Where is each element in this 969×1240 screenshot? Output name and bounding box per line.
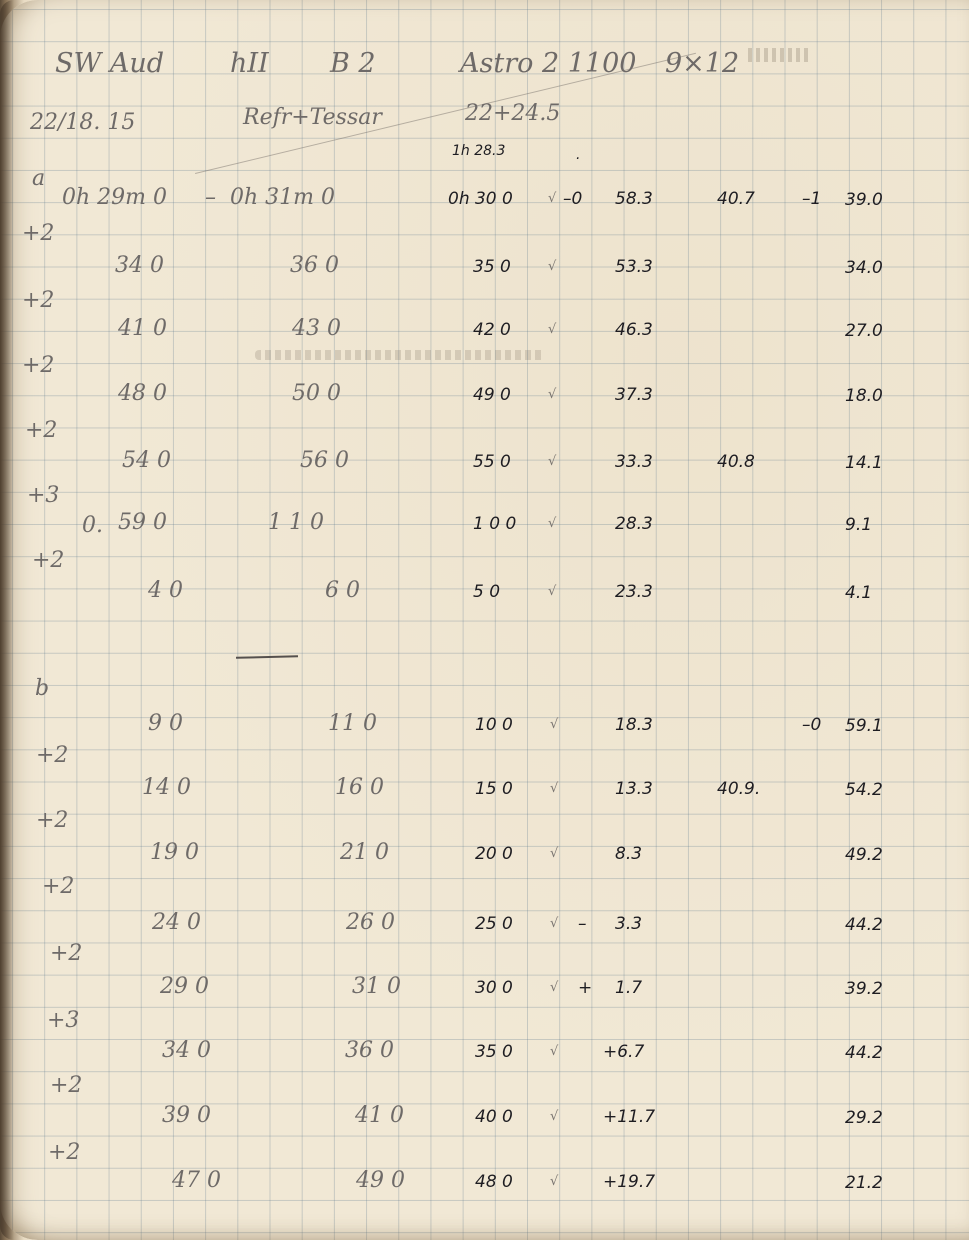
start-time: 48 0	[118, 381, 167, 406]
value: +6.7	[603, 1042, 645, 1062]
header-date: 22/18. 15	[30, 110, 136, 135]
increment: +2	[50, 1073, 83, 1098]
end-time: 41 0	[355, 1103, 404, 1128]
residual-prefix: –1	[802, 189, 822, 209]
end-time: 0h 31m 0	[230, 185, 336, 210]
end-time: 11 0	[328, 711, 377, 736]
value: +11.7	[603, 1107, 656, 1127]
show-through-marks	[748, 48, 808, 62]
increment: +3	[27, 483, 60, 508]
mid-time: 1 0 0	[473, 514, 517, 534]
check-mark: √	[548, 259, 557, 274]
mid-time: 25 0	[475, 914, 513, 934]
increment: +2	[22, 288, 55, 313]
end-time: 50 0	[292, 381, 341, 406]
value: 3.3	[615, 914, 643, 934]
value: 13.3	[615, 779, 653, 799]
range-dash: –	[205, 185, 216, 210]
end-time: 31 0	[352, 974, 401, 999]
start-time: 34 0	[162, 1038, 211, 1063]
check-mark: √	[548, 584, 557, 599]
start-time: 0h 29m 0	[62, 185, 168, 210]
value: 58.3	[615, 189, 653, 209]
residual-prefix: –0	[802, 715, 822, 735]
value: 37.3	[615, 385, 653, 405]
check-mark: √	[548, 322, 557, 337]
check-mark: √	[550, 1174, 559, 1189]
header-dot: .	[576, 147, 581, 163]
mid-time: 49 0	[473, 385, 511, 405]
start-time: 41 0	[118, 316, 167, 341]
check-mark: √	[550, 916, 559, 931]
residual: 14.1	[845, 453, 883, 473]
value: 46.3	[615, 320, 653, 340]
check-mark: √	[550, 717, 559, 732]
residual: 9.1	[845, 515, 873, 535]
residual: 4.1	[845, 583, 873, 603]
increment: +2	[32, 548, 65, 573]
end-time: 6 0	[325, 578, 360, 603]
value: 28.3	[615, 514, 653, 534]
header-plates: 22+24.5	[465, 101, 561, 126]
start-time: 19 0	[150, 840, 199, 865]
residual: 27.0	[845, 321, 883, 341]
end-time: 56 0	[300, 448, 349, 473]
start-time: 4 0	[148, 578, 183, 603]
start-time: 39 0	[162, 1103, 211, 1128]
residual: 21.2	[845, 1173, 883, 1193]
header-field: B 2	[330, 48, 376, 79]
check-mark: √	[548, 516, 557, 531]
value: 8.3	[615, 844, 643, 864]
mid-time: 15 0	[475, 779, 513, 799]
header-code: hII	[230, 48, 269, 79]
start-time: 59 0	[118, 510, 167, 535]
increment: +2	[36, 743, 69, 768]
header-plate-size: 9×12	[665, 48, 740, 79]
sign: –0	[563, 189, 583, 209]
check-mark: √	[550, 980, 559, 995]
check-mark: √	[550, 1044, 559, 1059]
end-time: 1 1 0	[268, 510, 324, 535]
mid-time: 10 0	[475, 715, 513, 735]
increment: +2	[42, 874, 75, 899]
extra-value: 40.9.	[717, 779, 761, 799]
check-mark: √	[550, 846, 559, 861]
residual: 18.0	[845, 386, 883, 406]
show-through-writing	[255, 350, 545, 360]
residual: 34.0	[845, 258, 883, 278]
mid-time: 5 0	[473, 582, 501, 602]
mid-time: 0h 30 0	[448, 189, 513, 209]
start-time: 47 0	[172, 1168, 221, 1193]
residual: 44.2	[845, 915, 883, 935]
extra-value: 40.8	[717, 452, 755, 472]
value: 33.3	[615, 452, 653, 472]
check-mark: √	[548, 191, 557, 206]
value: 18.3	[615, 715, 653, 735]
binding-shadow	[0, 0, 14, 1240]
extra-value: 40.7	[717, 189, 755, 209]
residual: 59.1	[845, 716, 883, 736]
series-b-label: b	[35, 676, 50, 701]
increment: +2	[22, 221, 55, 246]
check-mark: √	[550, 781, 559, 796]
mid-time: 35 0	[475, 1042, 513, 1062]
increment: +3	[47, 1008, 80, 1033]
mid-time: 55 0	[473, 452, 511, 472]
start-time: 54 0	[122, 448, 171, 473]
increment: +2	[50, 941, 83, 966]
start-time: 9 0	[148, 711, 183, 736]
mid-time: 40 0	[475, 1107, 513, 1127]
residual: 44.2	[845, 1043, 883, 1063]
start-time: 24 0	[152, 910, 201, 935]
mid-time: 48 0	[475, 1172, 513, 1192]
residual: 39.2	[845, 979, 883, 999]
mid-time: 42 0	[473, 320, 511, 340]
residual: 29.2	[845, 1108, 883, 1128]
check-mark: √	[550, 1109, 559, 1124]
increment: +2	[22, 353, 55, 378]
check-mark: √	[548, 454, 557, 469]
increment: +2	[48, 1140, 81, 1165]
value: +19.7	[603, 1172, 656, 1192]
start-time: 29 0	[160, 974, 209, 999]
mid-time: 20 0	[475, 844, 513, 864]
sign: +	[578, 978, 593, 998]
end-time: 16 0	[335, 775, 384, 800]
row-prefix: 0.	[82, 513, 103, 538]
sign: –	[578, 914, 587, 934]
mid-time: 30 0	[475, 978, 513, 998]
increment: +2	[36, 808, 69, 833]
header-epoch: 1h 28.3	[452, 143, 506, 159]
end-time: 43 0	[292, 316, 341, 341]
mid-time: 35 0	[473, 257, 511, 277]
end-time: 26 0	[346, 910, 395, 935]
start-time: 14 0	[142, 775, 191, 800]
end-time: 36 0	[290, 253, 339, 278]
end-time: 21 0	[340, 840, 389, 865]
value: 53.3	[615, 257, 653, 277]
end-time: 49 0	[356, 1168, 405, 1193]
residual: 39.0	[845, 190, 883, 210]
value: 23.3	[615, 582, 653, 602]
increment: +2	[25, 418, 58, 443]
series-a-label: a	[32, 166, 46, 191]
header-lens: Refr+Tessar	[243, 105, 382, 130]
header-star: SW Aud	[55, 48, 165, 79]
end-time: 36 0	[345, 1038, 394, 1063]
check-mark: √	[548, 387, 557, 402]
residual: 54.2	[845, 780, 883, 800]
start-time: 34 0	[115, 253, 164, 278]
value: 1.7	[615, 978, 643, 998]
residual: 49.2	[845, 845, 883, 865]
header-camera: Astro 2 1100	[460, 48, 637, 79]
